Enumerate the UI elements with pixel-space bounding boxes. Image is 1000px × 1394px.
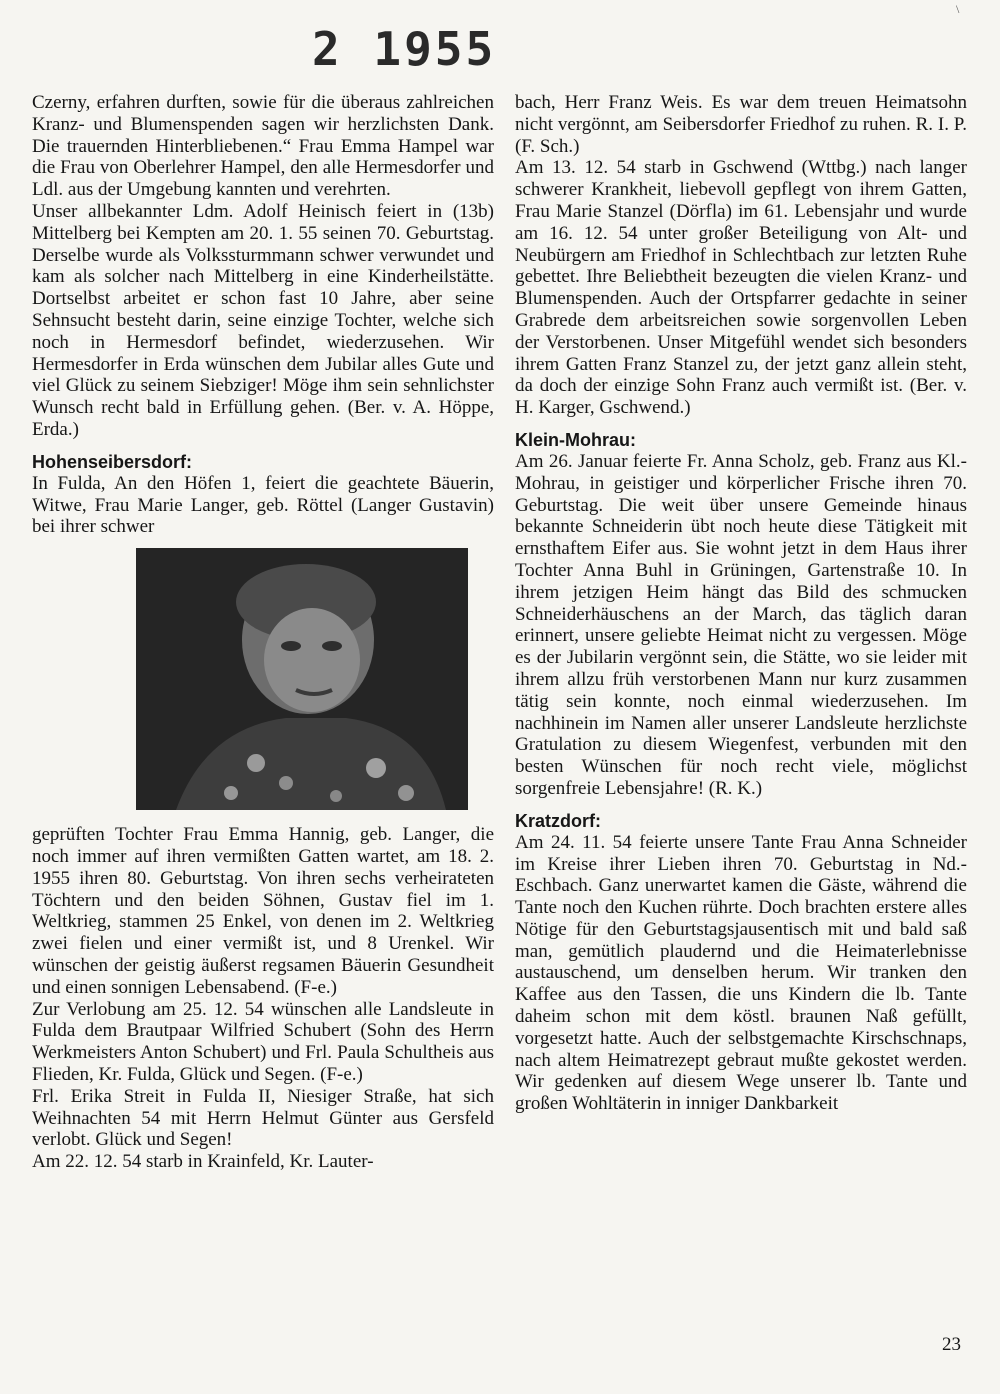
- paragraph-langer-intro: In Fulda, An den Höfen 1, feiert die geachtete Bäuerin, Witwe, Frau Marie Langer, geb. Röttel (Langer Gustavin) bei ihrer schwer: [32, 472, 494, 538]
- paragraph-langer-birthday: geprüften Tochter Frau Emma Hannig, geb. Langer, die noch immer auf ihren vermißten Gatten wartet, am 18. 2. 1955 ihren 80. Geburtstag. Von ihren sechs verheirateten Töchtern und den beiden Söhnen, Gustav fiel im 1. Weltkrieg, stammen 25 Enkel, von denen im 2. Weltkrieg zwei fielen und einer vermißt ist, und 8 Urenkel. Wir wünschen der geistig äußerst regsamen Bäuerin Gesundheit und einen sonnigen Lebensabend. (F-e.): [32, 824, 494, 998]
- paragraph-schneider: Am 24. 11. 54 feierte unsere Tante Frau Anna Schneider im Kreise ihrer Lieben ihren 70. Geburtstag in Nd.-Eschbach. Ganz unerwartet kamen die Gäste, während die Tante noch den Kuchen rührte. Doch brachten erstere alles Nötige für den Geburtstagsjausentisch mit und bald saß man, gemütlich plaudernd und die Heimaterlebnisse austauschend, um denselben herum. Wir tranken den Kaffee aus den Tassen, die uns Kindern die lb. Tante daheim schon mit dem köstl. braunen Naß gefüllt, vorgesetzt hatte. Auch der selbstgemachte Kirschschnaps, nach altem Heimatrezept gebraut mußte gekostet werden. Wir gedenken auf diesem Wege unserer lb. Tante und großen Wohltäterin in inniger Dankbarkeit: [515, 831, 967, 1115]
- paragraph-engagement-schubert: Zur Verlobung am 25. 12. 54 wünschen alle Landsleute in Fulda dem Brautpaar Wilfried Schubert (Sohn des Herrn Werkmeisters Anton Schubert) und Frl. Paula Schultheis aus Flieden, Kr. Fulda, Glück und Segen. (F-e.): [32, 998, 494, 1085]
- paragraph-engagement-streit: Frl. Erika Streit in Fulda II, Niesiger Straße, hat sich Weihnachten 54 mit Herrn Helmut Günter aus Gersfeld verlobt. Glück und Segen!: [32, 1085, 494, 1151]
- paragraph-scholz: Am 26. Januar feierte Fr. Anna Scholz, geb. Franz aus Kl.-Mohrau, in geistiger und körperlicher Frische ihren 70. Geburtstag. Die weit über unsere Gemeinde hinaus bekannte Schneiderin übt noch heute diese Tätigkeit mit ernsthaftem Eifer aus. Sie wohnt jetzt in dem Haus ihrer Tochter Anna Buhl in Grüningen, Gartenstraße 10. In ihrem jetzigen Heim hängt das Bild des schmucken Schneiderhäuschens an der March, das täglich daran erinnert, unsere geliebte Heimat nicht zu vergessen. Möge es der Jubilarin vergönnt sein, die Stätte, wo sie leider mit ihrem allzu früh verstorbenen Mann nur kurz zusammen tätig sein konnte, noch einmal wiederzusehen. Im nachhinein im Namen aller unserer Landsleute herzlichste Gratulation zu diesem Wiegenfest, verbunden mit den besten Wünschen für noch recht viele, möglichst sorgenfreie Lebensjahre! (R. K.): [515, 450, 967, 799]
- corner-mark: \: [956, 2, 960, 16]
- issue-stamp: 2 1955: [312, 22, 497, 76]
- portrait-photo: [136, 548, 468, 810]
- paragraph-weis-start: Am 22. 12. 54 starb in Krainfeld, Kr. Lauter-: [32, 1151, 374, 1173]
- left-column: [32, 92, 494, 1173]
- heading-klein-mohrau: Klein-Mohrau:: [515, 429, 636, 450]
- heading-kratzdorf: Kratzdorf:: [515, 810, 601, 831]
- paragraph-stanzel: Am 13. 12. 54 starb in Gschwend (Wttbg.) nach langer schwerer Krankheit, liebevoll gepflegt von ihrem Gatten, Frau Marie Stanzel (Dörfla) im 61. Lebensjahr und wurde am 16. 12. 54 unter großer Beteiligung von Alt- und Neubürgern am Friedhof in Schlechtbach zur letzten Ruhe gebettet. Ihre Beliebtheit bezeugten die vielen Kranz- und Blumenspenden. Auch der Ortspfarrer gedachte in seiner Grabrede dem arbeitsreichen sowie sorgenvollen Leben der Verstorbenen. Unser Mitgefühl wendet sich besonders ihrem Gatten Franz Stanzel zu, der jetzt ganz allein steht, da doch der einzige Sohn Franz auch vermißt ist. (Ber. v. H. Karger, Gschwend.): [515, 157, 967, 419]
- paragraph-hampel: Czerny, erfahren durften, sowie für die überaus zahlreichen Kranz- und Blumenspenden sagen wir herzlichsten Dank. Die trauernden Hinterbliebenen.“ Frau Emma Hampel war die Frau von Oberlehrer Hampel, den alle Hermesdorfer und Ldl. aus der Umgebung kannten und verehrten.: [32, 92, 494, 201]
- right-column: [515, 92, 967, 1115]
- page-number: 23: [942, 1334, 961, 1355]
- heading-hohenseibersdorf: Hohenseibersdorf:: [32, 451, 193, 472]
- portrait-image: [136, 548, 468, 810]
- paragraph-heinisch: Unser allbekannter Ldm. Adolf Heinisch feiert in (13b) Mittelberg bei Kempten am 20. 1. 55 seinen 70. Geburtstag. Derselbe wurde als Volkssturmmann schwer verwundet und kam als solcher nach Mittelberg in eine Kinderheilstätte. Dortselbst arbeitet er schon fast 10 Jahre, aber seine Sehnsucht besteht darin, seine einzige Tochter, welche sich noch in Hermesdorf befindet, wiederzusehen. Wir Hermesdorfer in Erda wünschen dem Jubilar alles Gute und viel Glück zu seinem Siebziger! Möge ihm sein sehnlichster Wunsch recht bald in Erfüllung gehen. (Ber. v. A. Höppe, Erda.): [32, 200, 494, 440]
- paragraph-weis-end: bach, Herr Franz Weis. Es war dem treuen Heimatsohn nicht vergönnt, am Seibersdorfer Friedhof zu ruhen. R. I. P. (F. Sch.): [515, 92, 967, 157]
